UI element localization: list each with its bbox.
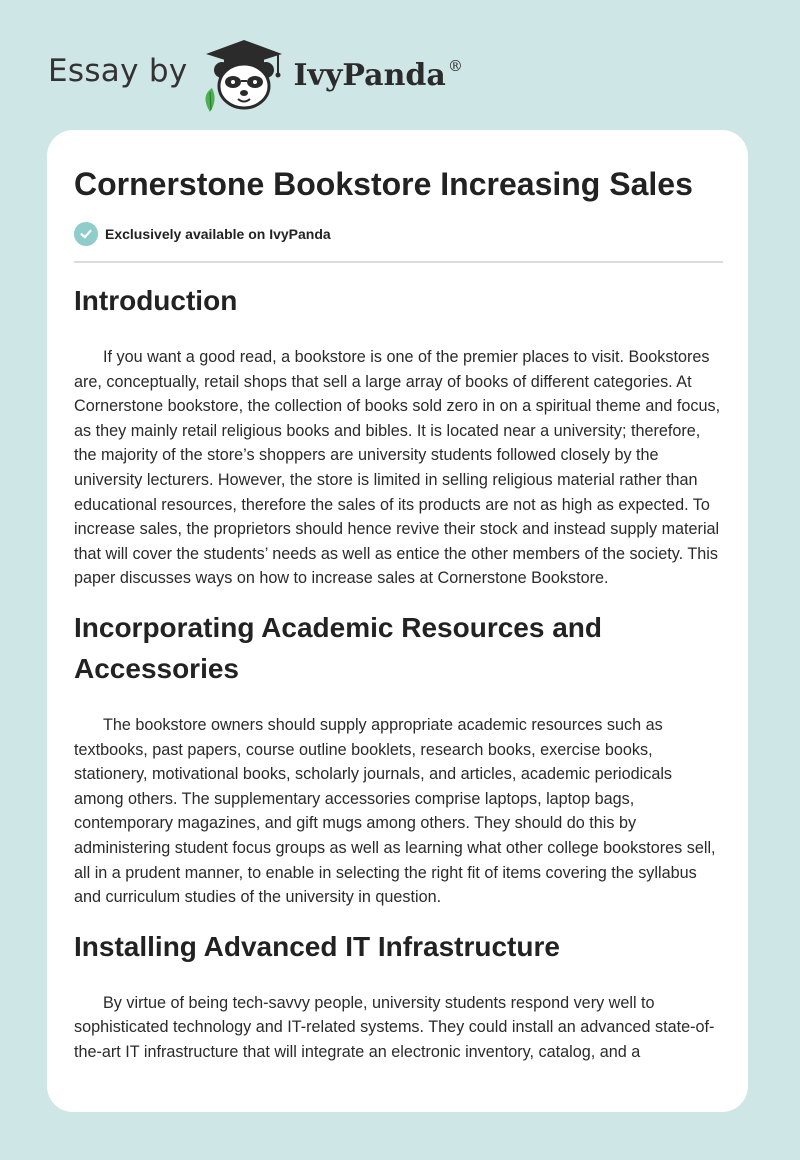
section-paragraph-academic-resources: The bookstore owners should supply appropriate academic resources such as textbooks, past papers, course outline booklets, research books, exercise books, stationery, motivational books, scholarly journals, and articles, academic periodicals among others. The supplementary accessories comprise laptops, laptop bags, contemporary magazines, and gift mugs among others. They should do this by administering student focus groups as well as learning what other college bookstores sell, all in a prudent manner, to enable in selecting the right fit of items covering the syllabus and curriculum studies of the university in question. [74, 715, 716, 907]
brand-name[interactable] [294, 57, 463, 93]
section-paragraph-introduction: If you want a good read, a bookstore is one of the premier places to visit. Bookstores are, conceptually, retail shops that sell a large array of books of different categories. At Cornerstone bookstore, the collection of books sold zero in on a spiritual theme and focus, as they mainly retail religious books and bibles. It is located near a university; therefore, the majority of the store’s shoppers are university students followed closely by the university lecturers. However, the store is limited in selling religious material rather than educational resources, therefore the sales of its products are not as high as expected. To increase sales, the proprietors should hence revive their stock and instead supply material that will cover the students’ needs as well as entice the other members of the society. This paper discusses ways on how to increase sales at Cornerstone Bookstore. [74, 348, 721, 588]
panda-logo-icon[interactable] [198, 34, 290, 114]
exclusive-badge [74, 222, 331, 246]
brand-text: IvyPanda [293, 58, 446, 93]
check-circle-icon [74, 222, 98, 246]
section-heading-introduction: Introduction [74, 285, 238, 316]
page-title: Cornerstone Bookstore Increasing Sales [74, 166, 693, 202]
section-heading-academic-resources: Incorporating Academic Resources and Accessories [74, 611, 602, 684]
registered-mark: ® [447, 57, 463, 75]
exclusive-badge-label: Exclusively available on IvyPanda [105, 226, 331, 242]
essay-by-label: Essay by [48, 53, 188, 89]
essay-card [47, 130, 748, 1112]
site-header [48, 34, 548, 114]
title-divider [74, 261, 723, 263]
essay-content [74, 280, 723, 1064]
section-heading-it-infrastructure: Installing Advanced IT Infrastructure [74, 930, 560, 962]
section-paragraph-it-infrastructure: By virtue of being tech-savvy people, university students respond very well to sophisticated technology and IT-related systems. They could install an advanced state-of-the-art IT infrastructure that will integrate an electronic inventory, catalog, and a [74, 993, 715, 1061]
